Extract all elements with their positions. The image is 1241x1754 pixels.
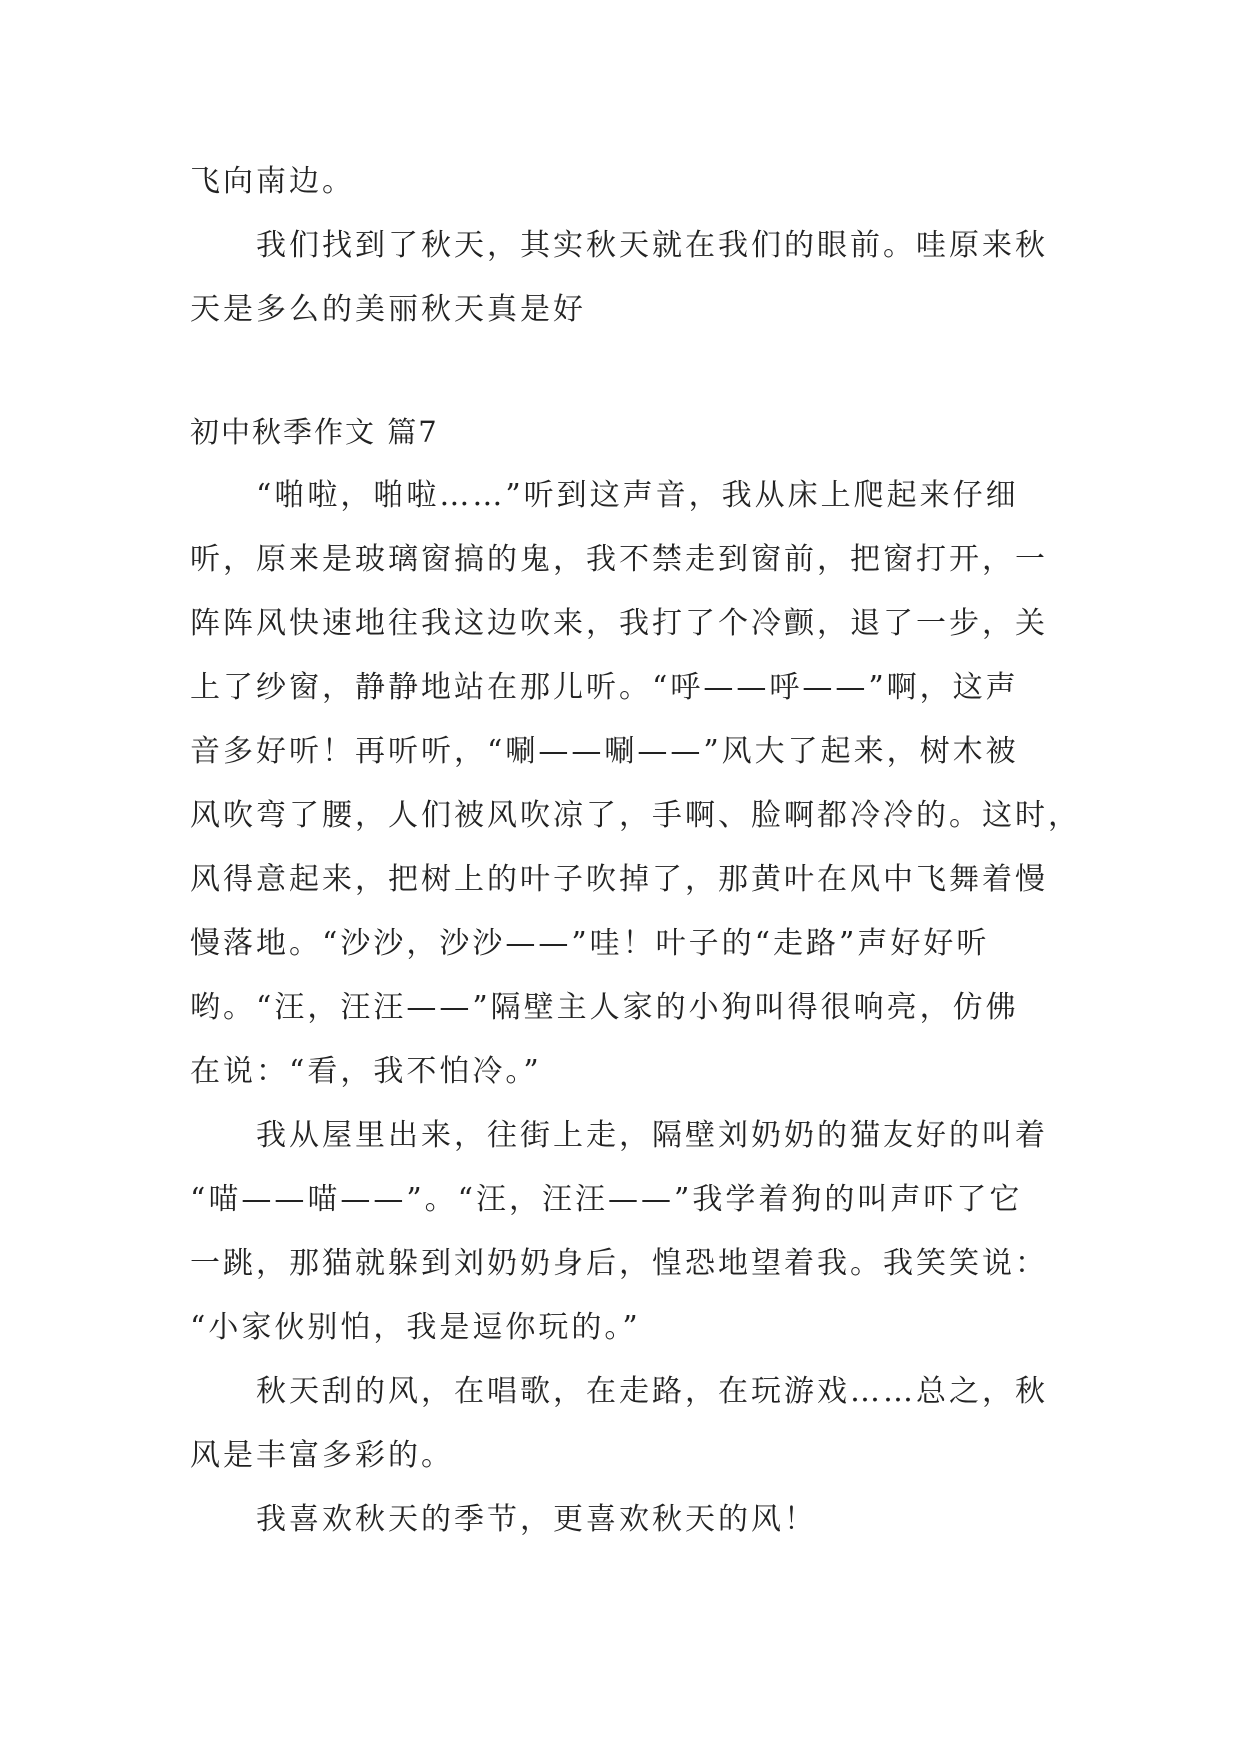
text-line: 哟。“汪，汪汪——”隔壁主人家的小狗叫得很响亮，仿佛 xyxy=(190,990,1019,1025)
text-line: 风吹弯了腰，人们被风吹凉了，手啊、脸啊都冷冷的。这时， xyxy=(190,798,1081,833)
text-line: 我喜欢秋天的季节，更喜欢秋天的风！ xyxy=(256,1502,817,1537)
text-line: 慢落地。“沙沙，沙沙——”哇！叶子的“走路”声好好听 xyxy=(190,926,990,961)
section-heading: 初中秋季作文 篇7 xyxy=(190,415,439,449)
text-line: 天是多么的美丽秋天真是好 xyxy=(190,292,586,327)
text-line: 我们找到了秋天，其实秋天就在我们的眼前。哇原来秋 xyxy=(256,228,1048,263)
text-line: 秋天刮的风，在唱歌，在走路，在玩游戏……总之，秋 xyxy=(256,1374,1048,1409)
text-line: 上了纱窗，静静地站在那儿听。“呼——呼——”啊，这声 xyxy=(190,670,1019,705)
paragraph-cat xyxy=(190,1104,1058,1360)
text-line: 一跳，那猫就躲到刘奶奶身后，惶恐地望着我。我笑笑说： xyxy=(190,1246,1048,1281)
paragraph-summary xyxy=(190,1360,1058,1488)
text-line: 在说：“看，我不怕冷。” xyxy=(190,1054,542,1089)
paragraph-continuation xyxy=(190,150,1058,214)
document-page xyxy=(190,150,1081,1552)
text-line: “喵——喵——”。“汪，汪汪——”我学着狗的叫声吓了它 xyxy=(190,1182,1023,1217)
paragraph-closing xyxy=(190,1488,1058,1552)
text-line: 我从屋里出来，往街上走，隔壁刘奶奶的猫友好的叫着 xyxy=(256,1118,1048,1153)
text-line: 听，原来是玻璃窗搞的鬼，我不禁走到窗前，把窗打开，一 xyxy=(190,542,1048,577)
text-line: “啪啦，啪啦……”听到这声音，我从床上爬起来仔细 xyxy=(256,478,1019,513)
paragraph-wind-sound xyxy=(190,464,1081,1104)
text-line: 飞向南边。 xyxy=(190,164,355,199)
text-line: 风得意起来，把树上的叶子吹掉了，那黄叶在风中飞舞着慢 xyxy=(190,862,1048,897)
text-line: 风是丰富多彩的。 xyxy=(190,1438,454,1473)
text-line: 阵阵风快速地往我这边吹来，我打了个冷颤，退了一步，关 xyxy=(190,606,1048,641)
text-line: 音多好听！再听听，“唰——唰——”风大了起来，树木被 xyxy=(190,734,1019,769)
text-line: “小家伙别怕，我是逗你玩的。” xyxy=(190,1310,641,1345)
paragraph-found-autumn xyxy=(190,214,1058,342)
